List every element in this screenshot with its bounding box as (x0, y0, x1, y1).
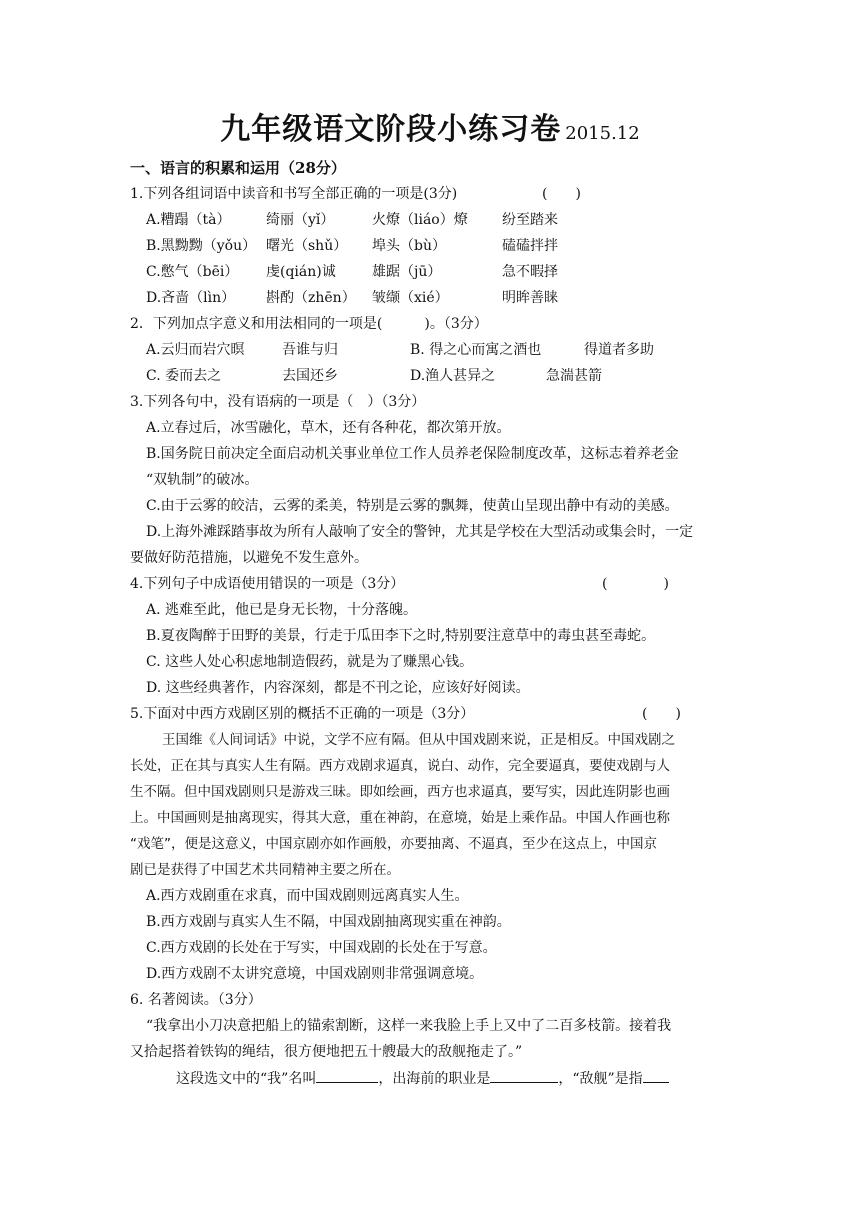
q3-option-a: A.立春过后，冰雪融化，草木，还有各种花，都次第开放。 (146, 420, 511, 436)
q5-passage-line: 王国维《人间词话》中说，文学不应有隔。但从中国戏剧来说，正是相反。中国戏剧之 (162, 732, 675, 748)
q4-option-c: C. 这些人处心积虑地制造假药，就是为了赚黑心钱。 (146, 654, 474, 670)
q2-a-phrase1: A.云归而岩穴暝 (146, 342, 245, 358)
q2-c-phrase1: C. 委而去之 (146, 368, 222, 384)
q1-a-word2: 绮丽（yǐ） (266, 212, 335, 228)
q6-quote-line2: 又拾起搭着铁钩的绳结，很方便地把五十艘最大的敌舰拖走了。” (130, 1044, 523, 1060)
q6-quote-line1: “我拿出小刀决意把船上的锚索割断，这样一来我脸上手上又中了二百多枝箭。接着我 (146, 1018, 672, 1034)
q4-option-b: B.夏夜陶醉于田野的美景，行走于瓜田李下之时,特别要注意草中的毒虫甚至毒蛇。 (146, 628, 656, 644)
section-heading: 一、语言的积累和运用（28分） (130, 159, 346, 177)
q2-b-phrase2: 得道者多助 (584, 342, 654, 358)
q6-fill-in-line (176, 1068, 669, 1088)
q6-prompt-part1: 这段选文中的“我”名叫 (176, 1071, 317, 1087)
q1-b-word3: 埠头（bù） (372, 238, 446, 254)
q5-answer-bracket: ( ) (642, 706, 681, 722)
q6-prompt-part2: ，出海前的职业是 (378, 1071, 491, 1087)
q2-options-cd (146, 366, 706, 386)
question-5-stem (130, 704, 730, 724)
q2-b-phrase1: B. 得之心而寓之酒也 (410, 342, 542, 358)
q1-a-word1: A.糟蹋（tà） (146, 212, 231, 228)
q5-option-d: D.西方戏剧不太讲究意境，中国戏剧则非常强调意境。 (146, 966, 484, 982)
q4-stem-text: 4.下列句子中成语使用错误的一项是（3分） (130, 576, 405, 592)
q6-prompt-part3: ，“敌舰”是指 (558, 1071, 643, 1087)
q2-d-phrase2: 急湍甚箭 (546, 368, 602, 384)
q1-stem-text: 1.下列各组词语中读音和书写全部正确的一项是(3分) (130, 186, 458, 202)
q1-b-word2: 曙光（shǔ） (266, 238, 348, 254)
q3-option-d-line1: D.上海外滩踩踏事故为所有人敲响了安全的警钟，尤其是学校在大型活动或集会时，一定 (146, 524, 694, 540)
q3-option-b-line2: “双轨制”的破冰。 (146, 472, 259, 488)
q1-a-word3: 火燎（liáo）燎 (372, 212, 468, 228)
q5-passage-line: 长处，正在其与真实人生有隔。西方戏剧求逼真，说白、动作，完全要逼真，要使戏剧与人 (130, 758, 670, 774)
q1-option-b (146, 236, 706, 256)
q1-d-word4: 明眸善睐 (502, 290, 558, 306)
q2-options-ab (146, 340, 706, 360)
q1-answer-bracket: ( ) (542, 186, 581, 202)
q5-passage-line: 剧已是获得了中国艺术共同精神主要之所在。 (130, 862, 400, 878)
q1-b-word1: B.黑黝黝（yǒu） (146, 238, 257, 254)
q1-c-word3: 雄踞（jū） (372, 264, 442, 280)
q5-passage-line: “戏笔”，便是这意义，中国京剧亦如作画般，亦要抽离、不逼真，至少在这点上，中国京 (130, 836, 657, 852)
question-4-stem (130, 574, 730, 594)
q1-d-word3: 皱缬（xié） (372, 290, 449, 306)
q5-option-c: C.西方戏剧的长处在于写实，中国戏剧的长处在于写意。 (146, 940, 497, 956)
question-6-stem: 6. 名著阅读。（3分） (130, 992, 262, 1008)
q3-option-c: C.由于云雾的皎洁，云雾的柔美，特别是云雾的飘舞，使黄山呈现出静中有动的美感。 (146, 498, 679, 514)
q4-option-d: D. 这些经典著作，内容深刻，都是不刊之论，应该好好阅读。 (146, 680, 530, 696)
q2-d-phrase1: D.渔人甚异之 (410, 368, 496, 384)
q3-option-b-line1: B.国务院日前决定全面启动机关事业单位工作人员养老保险制度改革，这标志着养老金 (146, 446, 679, 462)
q2-c-phrase2: 去国还乡 (282, 368, 338, 384)
title-date: 2015.12 (565, 123, 640, 144)
question-1-stem (130, 184, 730, 204)
q1-option-c (146, 262, 706, 282)
q1-c-word4: 急不暇择 (502, 264, 558, 280)
question-2-stem: 2．下列加点字意义和用法相同的一项是( )。（3分） (130, 316, 488, 332)
q5-stem-text: 5.下面对中西方戏剧区别的概括不正确的一项是（3分） (130, 706, 475, 722)
q1-option-d (146, 288, 706, 308)
q4-option-a: A. 逃难至此，他已是身无长物，十分落魄。 (146, 602, 418, 618)
q5-passage-line: 上。中国画则是抽离现实，得其大意，重在神韵，在意境，始是上乘作品。中国人作画也称 (130, 810, 670, 826)
q1-d-word1: D.吝啬（lìn） (146, 290, 236, 306)
q1-option-a (146, 210, 706, 230)
q5-passage-line: 生不隔。但中国戏剧则只是游戏三昧。即如绘画，西方也求逼真，要写实，因此连阴影也画 (130, 784, 670, 800)
q1-c-word2: 虔(qián)诚 (266, 264, 336, 280)
q3-option-d-line2: 要做好防范措施，以避免不发生意外。 (130, 550, 368, 566)
q6-answer-blank-name[interactable] (316, 1068, 378, 1083)
q4-answer-bracket: ( ) (602, 576, 669, 592)
q1-b-word4: 磕磕拌拌 (502, 238, 558, 254)
q1-d-word2: 斟酌（zhēn） (266, 290, 356, 306)
q6-answer-blank-fleet[interactable] (643, 1068, 669, 1083)
page-title (0, 104, 860, 148)
title-main: 九年级语文阶段小练习卷 (220, 112, 562, 147)
q5-option-b: B.西方戏剧与真实人生不隔，中国戏剧抽离现实重在神韵。 (146, 914, 511, 930)
q6-answer-blank-job[interactable] (490, 1068, 558, 1083)
q5-option-a: A.西方戏剧重在求真，而中国戏剧则远离真实人生。 (146, 888, 469, 904)
q1-a-word4: 纷至踏来 (502, 212, 558, 228)
question-3-stem: 3.下列各句中，没有语病的一项是（ ）（3分） (130, 394, 426, 410)
q1-c-word1: C.憋气（bēi） (146, 264, 239, 280)
q2-a-phrase2: 吾谁与归 (282, 342, 338, 358)
